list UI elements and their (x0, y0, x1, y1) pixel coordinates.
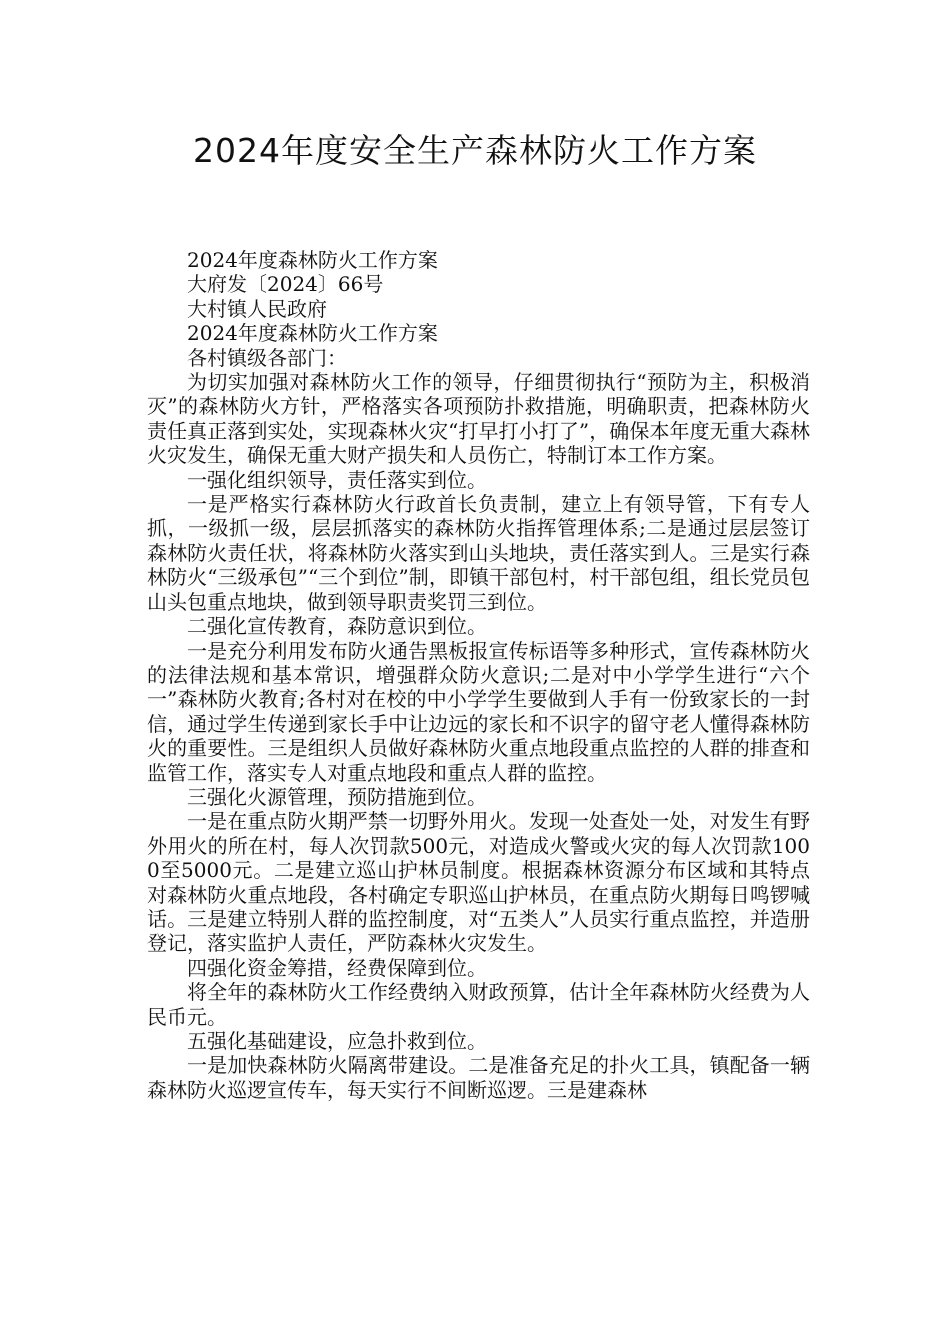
section-heading-1: 一强化组织领导，责任落实到位。 (187, 467, 487, 492)
section-body-3: 一是在重点防火期严禁一切野外用火。发现一处查处一处，对发生有野外用火的所在村，每人次罚款500元，对造成火警或火灾的每人次罚款1000至5000元。二是建立巡山护林员制度。根据森林资源分布区域和其特点对森林防火重点地段，各村确定专职巡山护林员，在重点防火期每日鸣锣喊话。三是建立特别人群的监控制度，对“五类人”人员实行重点监控，并造册登记，落实监护人责任，严防森林火灾发生。 (147, 809, 810, 956)
doc-heading-line: 2024年度森林防火工作方案 (187, 248, 438, 272)
section-heading-4: 四强化资金筹措，经费保障到位。 (187, 955, 487, 980)
section-body-1: 一是严格实行森林防火行政首长负责制，建立上有领导管，下有专人抓，一级抓一级，层层抓落实的森林防火指挥管理体系;二是通过层层签订森林防火责任状，将森林防火落实到山头地块，责任落实到人。三是实行森林防火“三级承包”“三个到位”制，即镇干部包村，村干部包组，组长党员包山头包重点地块，做到领导职责奖罚三到位。 (147, 492, 810, 614)
section-heading-5: 五强化基础建设，应急扑救到位。 (187, 1029, 487, 1053)
section-heading-3: 三强化火源管理，预防措施到位。 (187, 784, 487, 809)
document-body (147, 248, 810, 1102)
document-title: 2024年度安全生产森林防火工作方案 (193, 131, 757, 170)
salutation-line: 各村镇级各部门： (187, 345, 347, 370)
plan-title-line: 2024年度森林防火工作方案 (187, 321, 438, 346)
section-body-5: 一是加快森林防火隔离带建设。二是准备充足的扑火工具，镇配备一辆森林防火巡逻宣传车，每天实行不间断巡逻。三是建森林 (147, 1053, 810, 1102)
section-body-4: 将全年的森林防火工作经费纳入财政预算，估计全年森林防火经费为人民币元。 (147, 980, 810, 1029)
intro-paragraph: 为切实加强对森林防火工作的领导，仔细贯彻执行“预防为主，积极消灭”的森林防火方针，严格落实各项预防扑救措施，明确职责，把森林防火责任真正落到实处，实现森林火灾“打早打小打了”，确保本年度无重大森林火灾发生，确保无重大财产损失和人员伤亡，特制订本工作方案。 (147, 370, 810, 468)
doc-number-line: 大府发〔2024〕66号 (187, 272, 384, 297)
section-body-2: 一是充分利用发布防火通告黑板报宣传标语等多种形式，宣传森林防火的法律法规和基本常识，增强群众防火意识;二是对中小学学生进行“六个一”森林防火教育;各村对在校的中小学学生要做到人手有一份致家长的一封信，通过学生传递到家长手中让边远的家长和不识字的留守老人懂得森林防火的重要性。三是组织人员做好森林防火重点地段重点监控的人群的排查和监管工作，落实专人对重点地段和重点人群的监控。 (147, 638, 810, 785)
section-heading-2: 二强化宣传教育，森防意识到位。 (187, 614, 487, 639)
issuer-line: 大村镇人民政府 (187, 296, 327, 321)
